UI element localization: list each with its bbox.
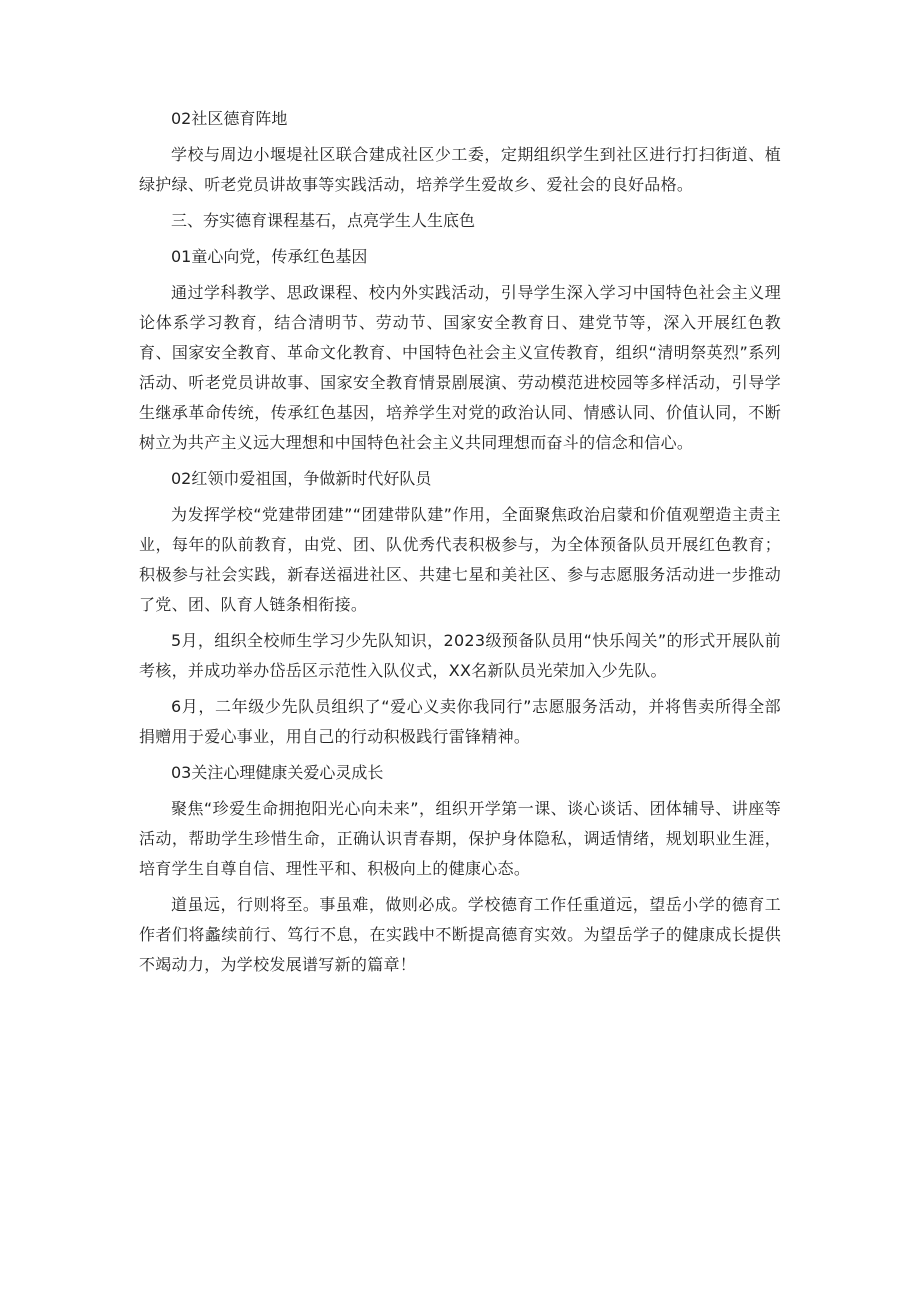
paragraph-conclusion: 道虽远，行则将至。事虽难，做则必成。学校德育工作任重道远，望岳小学的德育工作者们将蠡续前行、笃行不息，在实践中不断提高德育实效。为望岳学子的健康成长提供不竭动力，为学校发展谱写新的篇章！ — [139, 895, 781, 974]
subheading-mental-health: 03关注心理健康关爱心灵成长 — [171, 763, 384, 782]
paragraph-red-education: 通过学科教学、思政课程、校内外实践活动，引导学生深入学习中国特色社会主义理论体系学习教育，结合清明节、劳动节、国家安全教育日、建党节等，深入开展红色教育、国家安全教育、革命文化教育、中国特色社会主义宣传教育，组织“清明祭英烈”系列活动、听老党员讲故事、国家安全教育情景剧展演、劳动模范进校园等多样活动，引导学生继承革命传统，传承红色基因，培养学生对党的政治认同、情感认同、价值认同，不断树立为共产主义远大理想和中国特色社会主义共同理想而奋斗的信念和信心。 — [139, 283, 781, 452]
paragraph-community-activities: 学校与周边小堰堤社区联合建成社区少工委，定期组织学生到社区进行打扫街道、植绿护绿、听老党员讲故事等实践活动，培养学生爱故乡、爱社会的良好品格。 — [139, 145, 781, 194]
paragraph-june-charity: 6月，二年级少先队员组织了“爱心义卖你我同行”志愿服务活动，并将售卖所得全部捐赠用于爱心事业，用自己的行动积极践行雷锋精神。 — [139, 697, 781, 746]
subheading-red-gene: 01童心向党，传承红色基因 — [171, 247, 368, 266]
document-body — [139, 104, 781, 986]
subheading-young-pioneers: 02红领巾爱祖国，争做新时代好队员 — [171, 469, 432, 488]
section-heading-three: 三、夯实德育课程基石，点亮学生人生底色 — [171, 211, 476, 230]
paragraph-party-team-link: 为发挥学校“党建带团建”“团建带队建”作用，全面聚焦政治启蒙和价值观塑造主责主业，每年的队前教育，由党、团、队优秀代表积极参与，为全体预备队员开展红色教育；积极参与社会实践，新春送福进社区、共建七星和美社区、参与志愿服务活动进一步推动了党、团、队育人链条相衔接。 — [139, 505, 781, 614]
paragraph-may-induction: 5月，组织全校师生学习少先队知识，2023级预备队员用“快乐闯关”的形式开展队前考核，并成功举办岱岳区示范性入队仪式，XX名新队员光荣加入少先队。 — [139, 631, 781, 680]
paragraph-mental-health: 聚焦“珍爱生命拥抱阳光心向未来”，组织开学第一课、谈心谈话、团体辅导、讲座等活动，帮助学生珍惜生命，正确认识青春期，保护身体隐私，调适情绪，规划职业生涯，培育学生自尊自信、理性平和、积极向上的健康心态。 — [139, 799, 781, 878]
subheading-community-moral-base: 02社区德育阵地 — [171, 109, 288, 128]
